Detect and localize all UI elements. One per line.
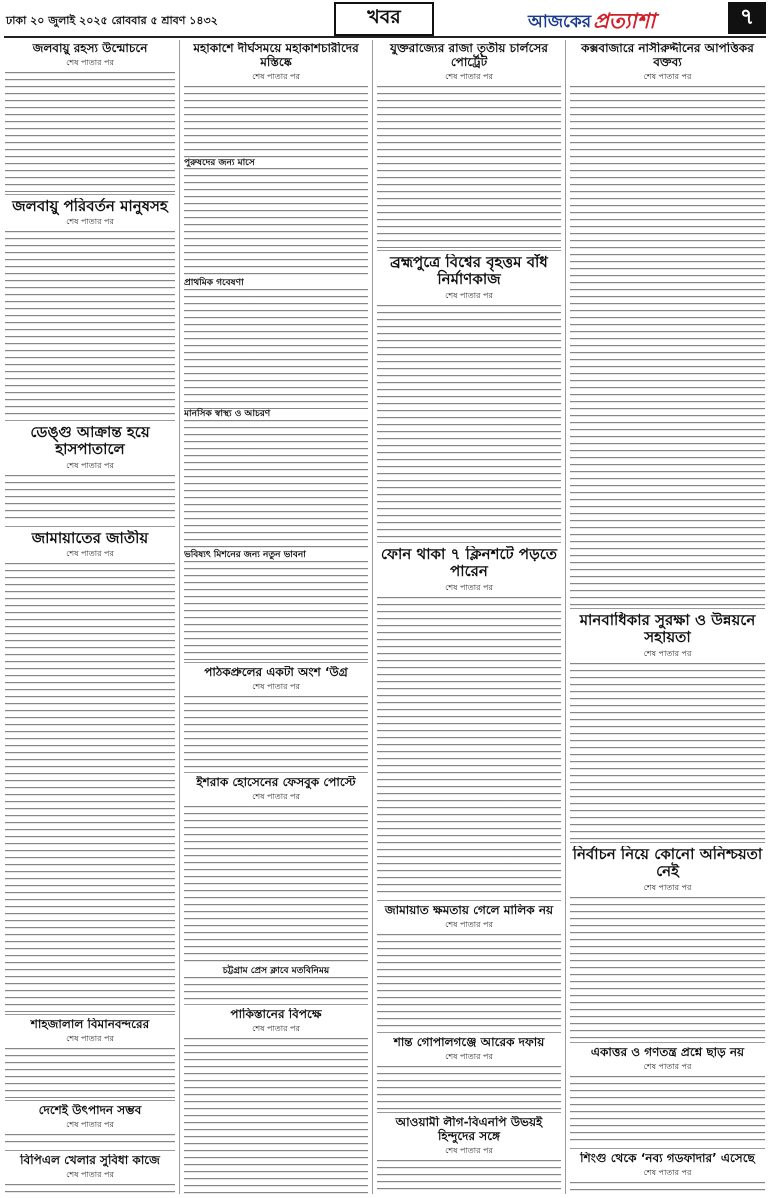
story-divider: [570, 1148, 765, 1149]
continued-label: শেষ পাতার পর: [66, 1169, 114, 1179]
story-divider: [5, 420, 175, 421]
body-text-block: [377, 934, 561, 1030]
story-domestic-production[interactable]: [5, 1104, 175, 1148]
story-human-rights[interactable]: [570, 612, 765, 840]
body-text-block: [5, 231, 175, 418]
story-divider: [570, 1042, 765, 1043]
subhead-mental-health: মানসিক স্বাস্থ্য ও আচরণ: [184, 409, 368, 420]
logo-word-b: প্রত্যাশা: [593, 9, 656, 33]
body-text-block: [184, 420, 368, 550]
continued-label: শেষ পাতার পর: [66, 1033, 114, 1043]
page-number: ৭: [728, 2, 766, 34]
continued-label: শেষ পাতার পর: [252, 71, 300, 81]
dateline: ঢাকা ২০ জুলাই ২০২৫ রোববার ৫ শ্রাবণ ১৪৩২: [6, 14, 218, 27]
body-text-block: [184, 1038, 368, 1194]
continued-label: শেষ পাতার পর: [252, 1023, 300, 1033]
body-text-block: [5, 1134, 175, 1148]
section-label: খবর: [334, 2, 434, 36]
story-dengue[interactable]: [5, 424, 175, 524]
body-text-block: [5, 1048, 175, 1098]
continued-label: শেষ পাতার পর: [643, 648, 692, 658]
headline: যুক্তরাজ্যের রাজা তৃতীয় চার্লসের পোর্ট্রেট: [390, 42, 548, 69]
body-text-block: [377, 1160, 561, 1194]
body-text-block: [5, 475, 175, 525]
story-gopalganj[interactable]: [377, 1036, 561, 1110]
story-divider: [5, 194, 175, 195]
headline: জলবায়ু রহস্য উন্মোচনে: [32, 42, 148, 55]
continued-label: শেষ পাতার পর: [445, 919, 493, 929]
story-divider: [5, 1100, 175, 1101]
body-text-block: [5, 563, 175, 1012]
story-brahmaputra-dam[interactable]: [377, 254, 561, 540]
body-text-block: [184, 561, 368, 660]
story-climate-mystery[interactable]: [5, 42, 175, 192]
body-text-block: [570, 86, 765, 606]
column-divider: [565, 40, 566, 1194]
continued-label: শেষ পাতার পর: [445, 290, 493, 300]
story-king-charles-portrait[interactable]: [377, 42, 561, 248]
story-divider: [570, 608, 765, 609]
body-text-block: [5, 72, 175, 192]
continued-label: শেষ পাতার পর: [66, 1119, 114, 1129]
story-readers-extreme[interactable]: [184, 666, 368, 770]
headline: বিপিএল খেলার সুবিধা কাজে: [20, 1154, 160, 1167]
story-divider: [377, 900, 561, 901]
column-divider: [372, 40, 373, 1194]
continued-label: শেষ পাতার পর: [445, 1051, 493, 1061]
continued-label: শেষ পাতার পর: [643, 1167, 692, 1177]
body-text-block: [570, 663, 765, 841]
story-divider: [377, 542, 561, 543]
continued-label: শেষ পাতার পর: [252, 791, 300, 801]
headline: দেশেই উৎপাদন সম্ভব: [38, 1104, 142, 1117]
logo-word-a: আজকের: [528, 11, 592, 32]
subhead-chattogram: চট্টগ্রাম প্রেস ক্লাবে মতবিনিময়: [184, 966, 368, 977]
story-divider: [377, 1112, 561, 1113]
headline: জামায়াত ক্ষমতায় গেলে মালিক নয়: [384, 904, 554, 917]
headline: শিংগু থেকে ‘নব্য গডফাদার’ এসেছে: [580, 1152, 755, 1165]
headline: ডেঙ্গু আক্রান্ত হয়ে হাসপাতালে: [30, 424, 150, 459]
headline: মানবাধিকার সুরক্ষা ও উন্নয়নে সহায়তা: [579, 612, 756, 647]
story-climate-change[interactable]: [5, 198, 175, 418]
story-divider: [570, 842, 765, 843]
body-text-block: [570, 1076, 765, 1146]
story-election-uncertainty[interactable]: [570, 846, 765, 1040]
body-text-block: [184, 696, 368, 770]
continued-label: শেষ পাতার পর: [445, 71, 493, 81]
body-text-block: [377, 86, 561, 248]
headline: জলবায়ু পরিবর্তন মানুষসহ: [12, 198, 168, 215]
headline: ফোন থাকা ৭ ক্লিনশটে পড়তে পারেন: [380, 546, 558, 581]
masthead-rule: [4, 36, 766, 38]
body-text-block: [570, 1182, 765, 1194]
story-divider: [184, 772, 368, 773]
body-text-block: [184, 977, 368, 1002]
headline: মহাকাশে দীর্ঘসময়ে মহাকাশচারীদের মস্তিষ্কে: [193, 42, 359, 69]
story-jamaat-in-power[interactable]: [377, 904, 561, 1030]
story-phone-screenshots[interactable]: [377, 546, 561, 898]
continued-label: শেষ পাতার পর: [66, 217, 114, 227]
headline: শাহজালাল বিমানবন্দরের: [30, 1018, 150, 1031]
body-text-block: [184, 168, 368, 278]
headline: পাকিস্তানের বিপক্ষে: [230, 1008, 322, 1021]
headline: আওয়ামী লীগ-বিএনপি উভয়ই হিন্দুদের সঙ্গে: [395, 1116, 543, 1143]
headline: শান্ত গোপালগঞ্জে আরেক দফায়: [393, 1036, 545, 1049]
headline: পাঠকপ্রুলের একটা অংশ ‘উগ্র: [204, 666, 348, 679]
headline: ব্রহ্মপুত্রে বিশ্বের বৃহত্তম বাঁধ নির্মাণকাজ: [390, 254, 548, 289]
story-new-godfather[interactable]: [570, 1152, 765, 1194]
story-divider: [377, 250, 561, 251]
continued-label: শেষ পাতার পর: [66, 57, 114, 67]
story-bpl-benefit[interactable]: [5, 1154, 175, 1194]
story-shahjalal-airport[interactable]: [5, 1018, 175, 1098]
body-text-block: [377, 597, 561, 899]
story-1971-democracy[interactable]: [570, 1046, 765, 1146]
story-divider: [5, 1150, 175, 1151]
body-text-block: [377, 305, 561, 541]
headline: ইশরাক হোসেনের ফেসবুক পোস্টে: [196, 776, 356, 789]
story-divider: [377, 1032, 561, 1033]
headline: একাত্তর ও গণতন্ত্র প্রশ্নে ছাড় নয়: [590, 1046, 745, 1059]
continued-label: শেষ পাতার পর: [66, 460, 114, 470]
continued-label: শেষ পাতার পর: [643, 1061, 692, 1071]
body-text-block: [5, 1184, 175, 1194]
continued-label: শেষ পাতার পর: [643, 71, 692, 81]
body-text-block: [184, 86, 368, 158]
story-coxs-bazar[interactable]: [570, 42, 765, 606]
subhead-future-missions: ভবিষ্যৎ মিশনের জন্য নতুন ভাবনা: [184, 550, 368, 561]
story-against-pakistan[interactable]: [184, 1008, 368, 1194]
headline: নির্বাচন নিয়ে কোনো অনিশ্চয়তা নেই: [572, 846, 763, 881]
story-divider: [184, 1004, 368, 1005]
headline: জামায়াতের জাতীয়: [31, 530, 149, 547]
column-divider: [179, 40, 180, 1194]
continued-label: শেষ পাতার পর: [445, 1145, 493, 1155]
subhead-prelim-study: প্রাথমিক গবেষণা: [184, 278, 368, 289]
continued-label: শেষ পাতার পর: [252, 681, 300, 691]
story-al-bnp-hindus[interactable]: [377, 1116, 561, 1194]
newspaper-logo[interactable]: [528, 5, 655, 40]
continued-label: শেষ পাতার পর: [66, 549, 114, 559]
story-divider: [5, 1014, 175, 1015]
story-jamaat-national[interactable]: [5, 530, 175, 1012]
continued-label: শেষ পাতার পর: [445, 582, 493, 592]
subhead-life-sign: পুরুষদের জন্য মাসে: [184, 158, 368, 169]
continued-label: শেষ পাতার পর: [643, 882, 692, 892]
headline: কক্সবাজারে নাসীরুদ্দীনের আপত্তিকর বক্তব্য: [581, 42, 754, 69]
story-divider: [184, 662, 368, 663]
story-ishraque-facebook[interactable]: [184, 776, 368, 1002]
body-text-block: [184, 806, 368, 966]
body-text-block: [570, 897, 765, 1041]
story-astronaut-brain[interactable]: [184, 42, 368, 660]
body-text-block: [184, 289, 368, 409]
body-text-block: [377, 1066, 561, 1110]
story-divider: [5, 526, 175, 527]
